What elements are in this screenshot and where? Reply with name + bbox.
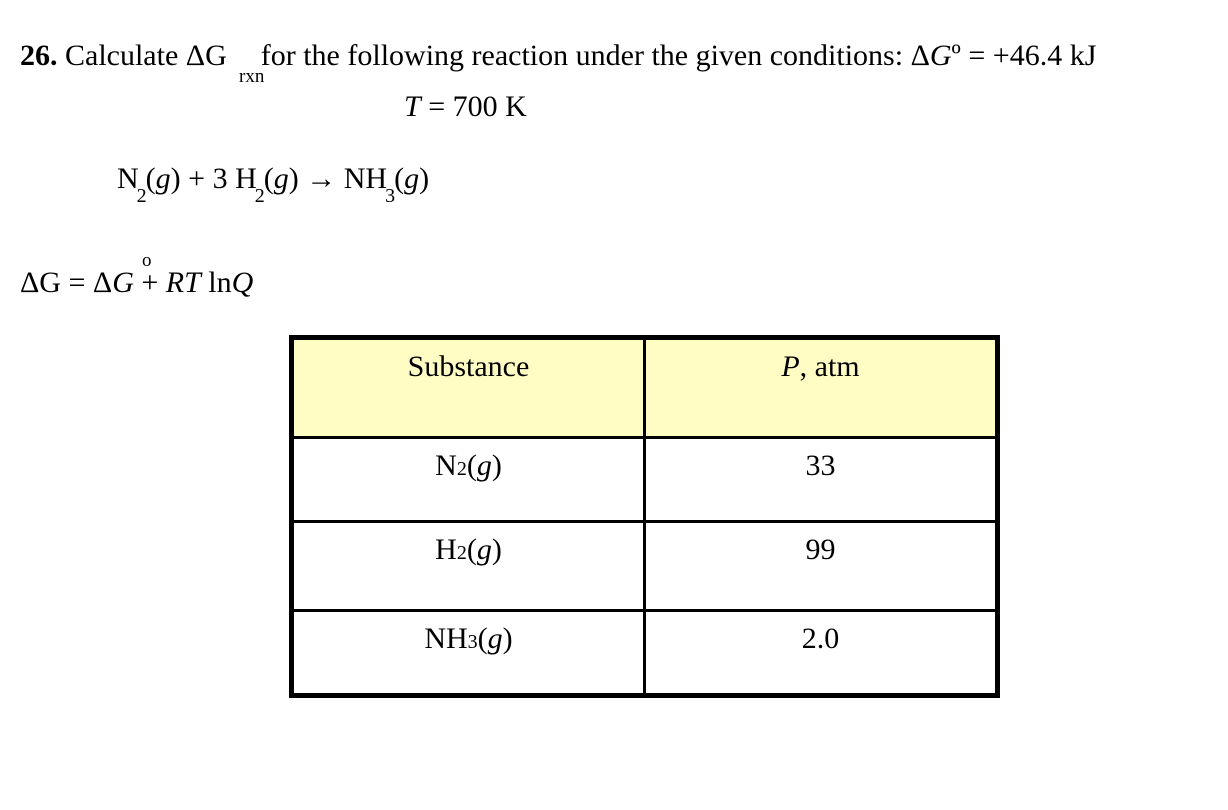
substance-formula: N xyxy=(435,449,457,482)
gibbs-equation xyxy=(20,268,253,298)
state-close: ) xyxy=(502,622,513,656)
table-row xyxy=(292,438,998,522)
equation-degree: o xyxy=(142,250,152,271)
state-close: ) xyxy=(491,449,502,482)
nh3-subscript: 3 xyxy=(385,185,396,207)
nh3-state-close: ) xyxy=(419,162,430,195)
substance-state: g xyxy=(476,449,492,482)
table-row xyxy=(292,521,998,611)
table-row xyxy=(292,611,998,696)
pressure-cell: 2.0 xyxy=(645,611,998,696)
delta-g-value: = +46.4 kJ xyxy=(960,39,1097,72)
temperature-value: = 700 K xyxy=(420,90,527,123)
delta-g-symbol: G xyxy=(929,39,952,72)
substance-state: g xyxy=(476,532,492,566)
n2-state: g xyxy=(155,162,171,195)
nh3-state-open: ( xyxy=(394,162,405,195)
nh3-state: g xyxy=(404,162,420,195)
pressure-symbol: P xyxy=(781,350,800,383)
question-prefix: Calculate ΔG xyxy=(65,39,227,72)
state-open: ( xyxy=(466,449,477,482)
temperature-symbol: T xyxy=(404,90,421,123)
h2-state: g xyxy=(273,162,289,195)
h2-subscript: 2 xyxy=(254,185,265,207)
n2-subscript: 2 xyxy=(136,185,147,207)
equation-q: Q xyxy=(231,266,254,299)
h2-state-open: ( xyxy=(263,162,274,195)
reaction-equation xyxy=(117,162,430,207)
equation-rt: RT xyxy=(165,266,201,299)
n2-formula: N xyxy=(117,162,139,195)
rxn-subscript: rxn xyxy=(239,66,265,87)
table-header-row xyxy=(292,338,998,438)
equation-g: G xyxy=(112,266,134,299)
equation-lhs: ΔG xyxy=(20,266,61,299)
equation-ln: ln xyxy=(200,266,232,299)
pressure-unit: , atm xyxy=(799,350,860,383)
temperature-line xyxy=(404,92,527,122)
question-number: 26. xyxy=(20,39,58,72)
pressure-cell: 99 xyxy=(645,521,998,611)
substance-subscript: 2 xyxy=(456,541,467,564)
header-substance: Substance xyxy=(292,338,645,438)
degree-symbol: º xyxy=(951,39,961,72)
equation-plus: + xyxy=(133,266,166,299)
question-middle: for the following reaction under the given conditions: Δ xyxy=(260,39,930,72)
substance-cell xyxy=(292,438,645,522)
state-close: ) xyxy=(491,532,502,566)
substance-subscript: 2 xyxy=(456,458,467,480)
substance-subscript: 3 xyxy=(467,631,478,654)
n2-state-open: ( xyxy=(145,162,156,195)
substance-formula: H xyxy=(435,532,457,566)
h2-formula: ) + 3 H xyxy=(170,162,257,195)
header-pressure xyxy=(645,338,998,438)
substance-formula: NH xyxy=(424,622,468,656)
state-open: ( xyxy=(477,622,488,656)
pressure-table xyxy=(289,335,1000,698)
state-open: ( xyxy=(466,532,477,566)
question-line xyxy=(20,41,1096,71)
reaction-arrow: ) → NH xyxy=(288,162,388,195)
pressure-cell: 33 xyxy=(645,438,998,522)
substance-state: g xyxy=(487,622,503,656)
substance-cell xyxy=(292,611,645,696)
substance-cell xyxy=(292,521,645,611)
equation-equals: = Δ xyxy=(60,266,113,299)
